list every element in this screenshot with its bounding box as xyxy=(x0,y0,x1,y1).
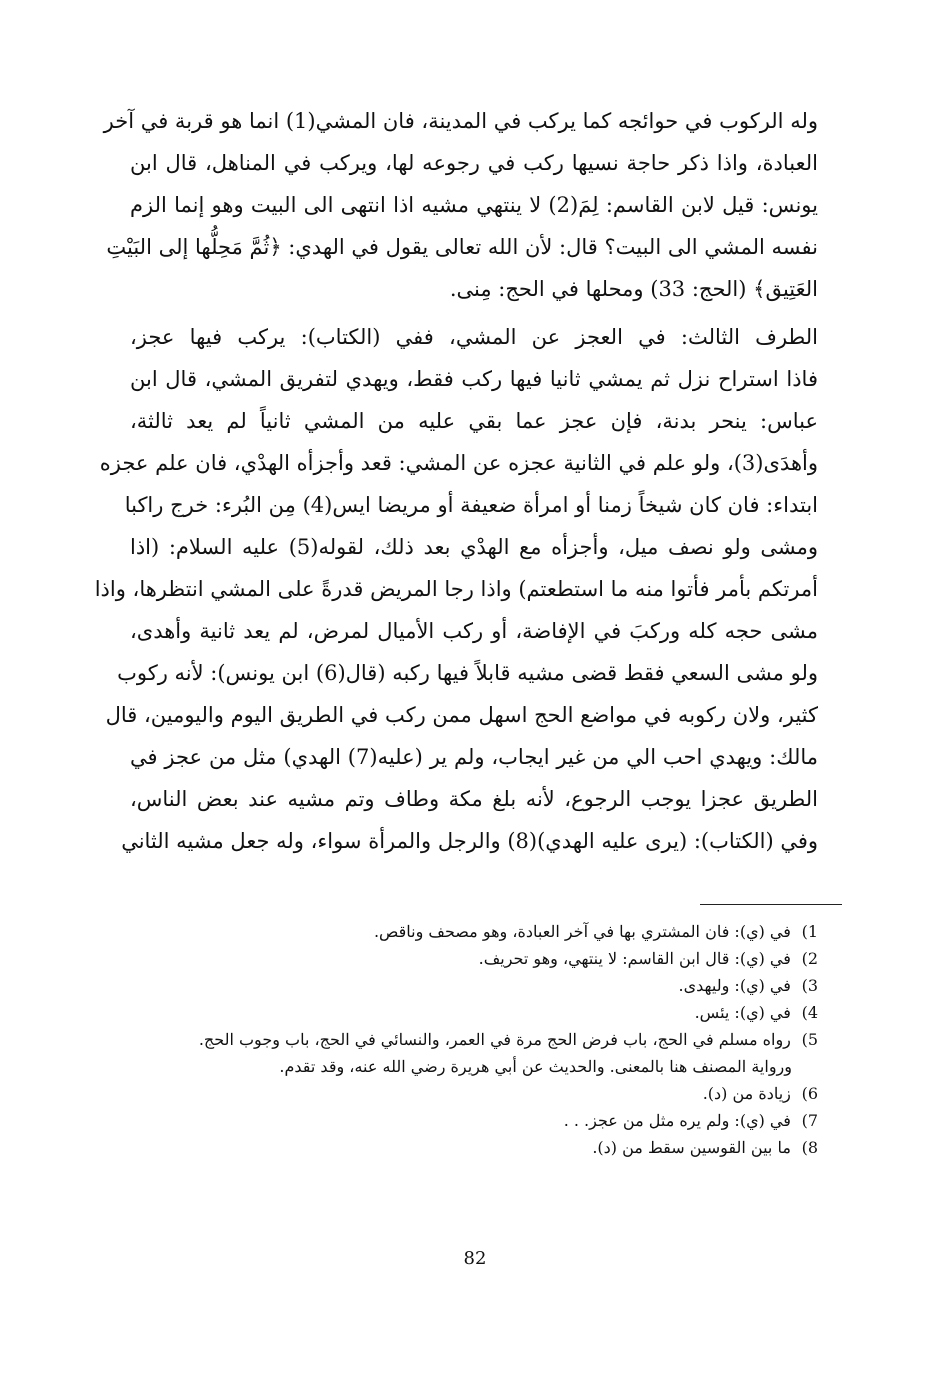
text-line: العَتِيق﴾ (الحج: 33) ومحلها في الحج: مِنى. xyxy=(449,277,818,301)
page-number: 82 xyxy=(463,1248,487,1269)
text-line: وفي (الكتاب): (يرى عليه الهدي)(8) والرجل والمرأة سواء، وله جعل مشيه الثاني xyxy=(121,829,818,853)
text-line: ابتداء: فان كان شيخاً زمنا أو امرأة ضعيفة أو مريضا ايس(4) مِن البُرء: خرج راكبا xyxy=(124,493,818,517)
text-line: الطريق عجزا يوجب الرجوع، لأنه بلغ مكة وطاف وتم مشيه عند بعض الناس، xyxy=(130,787,818,811)
footnote-text: زيادة من (د). xyxy=(702,1084,791,1103)
footnote-number: 1) xyxy=(801,922,818,941)
footnote-number: 6) xyxy=(801,1084,818,1103)
text-line: عباس: ينحر بدنة، فإن عجز عما بقي عليه من المشي ثانياً لم يعد ثالثة، xyxy=(130,409,818,433)
footnote-2 xyxy=(132,945,818,972)
text-line: أمرتكم بأمر فأتوا منه ما استطعتم) واذا رجا المريض قدرةً على المشي انتظرها، واذا xyxy=(94,577,818,601)
footnote-8 xyxy=(132,1134,818,1161)
text-line: ومشى ولو نصف ميل، وأجزأه مع الهدْي بعد ذلك، لقوله(5) عليه السلام: (اذا xyxy=(130,535,818,559)
text-line: مشى حجه كله وركبَ في الإفاضة، أو ركب الأميال لمرض، لم يعد ثانية وأهدى، xyxy=(130,619,818,643)
footnote-text: في (ي): وليهدى. xyxy=(678,976,791,995)
footnote-5 xyxy=(132,1026,818,1053)
footnote-number: 5) xyxy=(801,1030,818,1049)
text-line: كثير، ولان ركوبه في مواضع الحج اسهل ممن ركب في الطريق اليوم واليومين، قال xyxy=(105,703,818,727)
footnote-text: في (ي): يئس. xyxy=(694,1003,791,1022)
text-line: وله الركوب في حوائجه كما يركب في المدينة، فان المشي(1) انما هو قربة في آخر xyxy=(103,109,818,133)
footnote-number: 3) xyxy=(801,976,818,995)
footnote-number: 7) xyxy=(801,1111,818,1130)
footnote-3 xyxy=(132,972,818,999)
footnote-text: رواه مسلم في الحج، باب فرض الحج مرة في العمر، والنسائي في الحج، باب وجوب الحج. xyxy=(198,1030,791,1049)
footnote-number: 2) xyxy=(801,949,818,968)
footnote-text: ما بين القوسين سقط من (د). xyxy=(592,1138,791,1157)
text-line: ولو مشى السعي فقط قضى مشيه قابلاً فيها ركبه (قال(6) ابن يونس): لأنه ركوب xyxy=(117,661,818,685)
footnote-text: في (ي): ولم يره مثل من عجز. . . xyxy=(563,1111,791,1130)
footnote-divider xyxy=(700,904,842,905)
footnote-text: في (ي): قال ابن القاسم: لا ينتهي، وهو تحريف. xyxy=(478,949,791,968)
footnote-7 xyxy=(132,1107,818,1134)
text-line: وأهدَى(3)، ولو علم في الثانية عجزه عن المشي: قعد وأجزأه الهدْي، فان علم عجزه xyxy=(99,451,818,475)
footnote-number: 8) xyxy=(801,1138,818,1157)
text-line: الطرف الثالث: في العجز عن المشي، ففي (الكتاب): يركب فيها عجز، xyxy=(130,325,818,349)
footnote-6 xyxy=(132,1080,818,1107)
text-line: يونس: قيل لابن القاسم: لِمَ(2) لا ينتهي مشيه اذا انتهى الى البيت وهو إنما الزم xyxy=(130,193,818,217)
footnote-number: 4) xyxy=(801,1003,818,1022)
text-line: فاذا استراح نزل ثم يمشي ثانيا فيها ركب فقط، ويهدي لتفريق المشي، قال ابن xyxy=(130,367,818,391)
text-line: العبادة، واذا ذكر حاجة نسيها ركب في رجوعه لها، ويركب في المناهل، قال ابن xyxy=(130,151,818,175)
text-line: نفسه المشي الى البيت؟ قال: لأن الله تعالى يقول في الهدي: ﴿ثُمَّ مَحِلُّها إلى البَيْتِ xyxy=(106,235,818,259)
main-text xyxy=(94,100,818,862)
footnotes xyxy=(132,918,818,1161)
footnote-4 xyxy=(132,999,818,1026)
footnote-text: في (ي): فان المشتري بها في آخر العبادة، وهو مصحف وناقص. xyxy=(373,922,791,941)
text-line: مالك: ويهدي احب الي من غير ايجاب، ولم ير (عليه(7) الهدي) مثل من عجز في xyxy=(130,745,818,769)
footnote-1 xyxy=(132,918,818,945)
footnote-5-continuation: ورواية المصنف هنا بالمعنى. والحديث عن أبي هريرة رضي الله عنه، وقد تقدم. xyxy=(279,1057,792,1076)
